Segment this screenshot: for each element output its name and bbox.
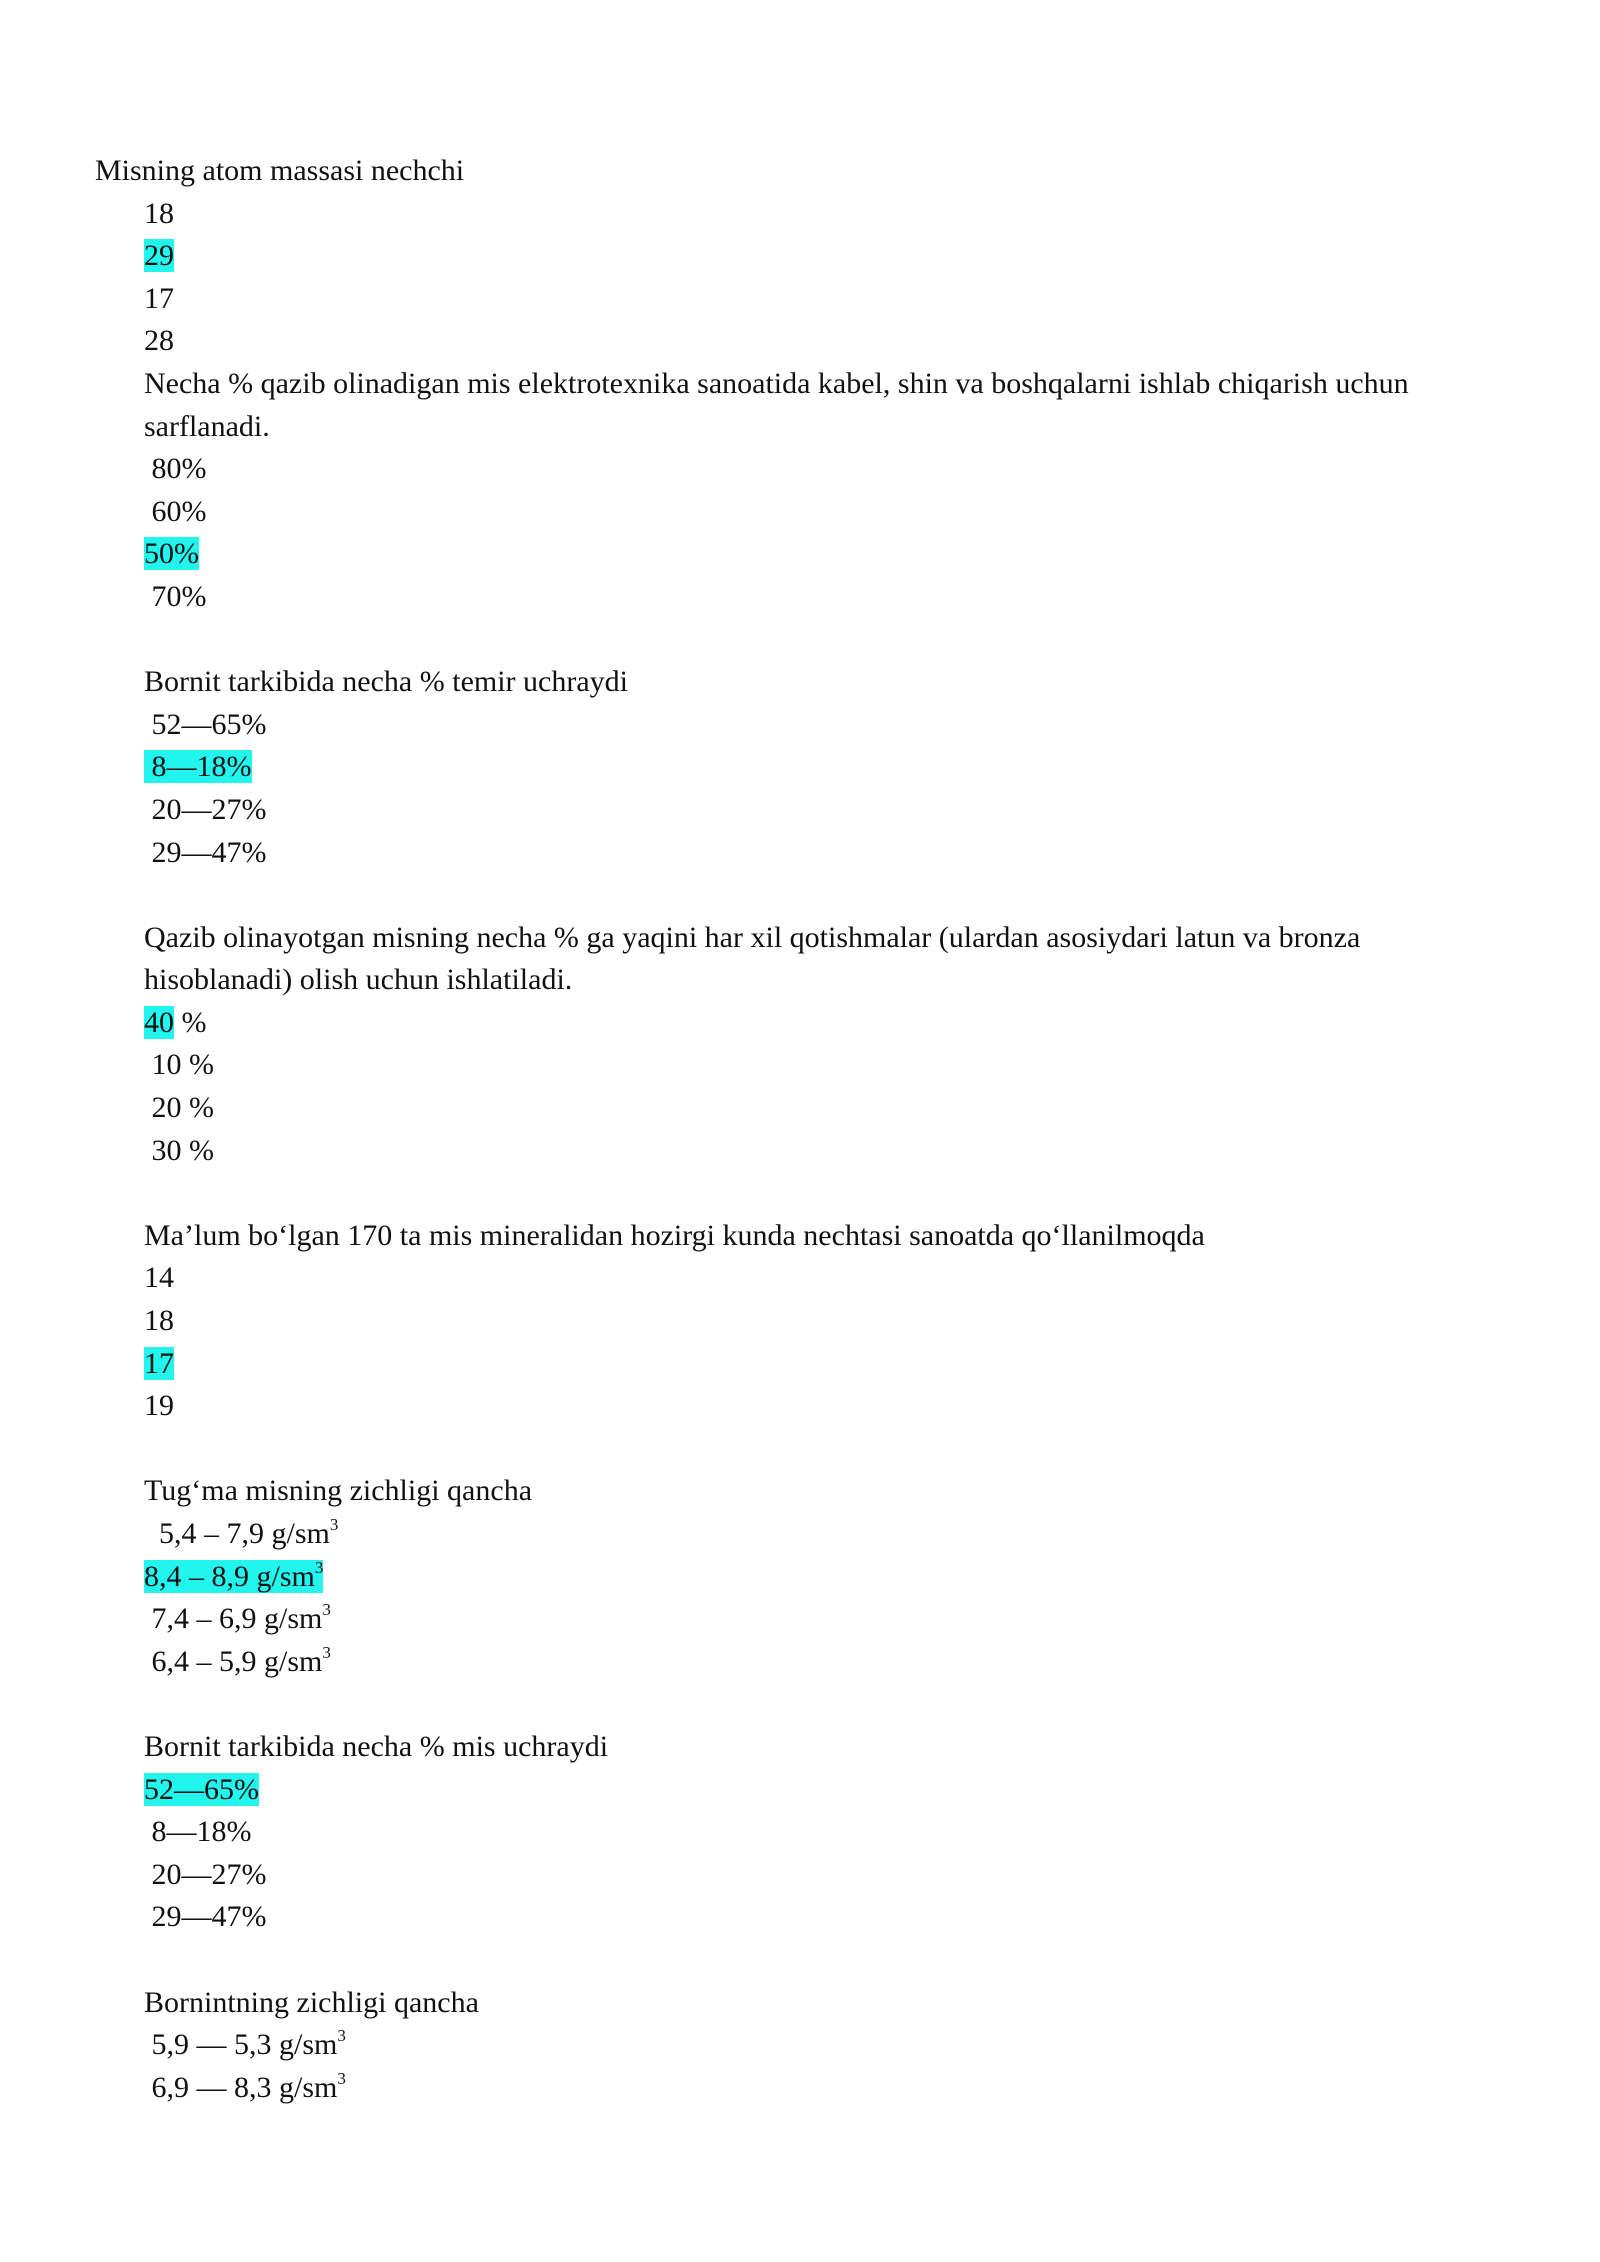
answer-option-correct (95, 746, 1515, 789)
spacer (95, 1939, 1515, 1982)
answer-option: 29—47% (151, 1900, 267, 1934)
highlighted-answer: 50% (144, 537, 199, 571)
answer-option: 70% (151, 579, 207, 613)
question-text: Bornit tarkibida necha % temir uchraydi (144, 665, 628, 699)
answer-option: 30 % (151, 1133, 214, 1167)
question-text: Qazib olinayotgan misning necha % ga yaqini har xil qotishmalar (ulardan asosiydari latun va bronza hisoblanadi) olish uchun ishlatiladi. (144, 920, 1361, 997)
highlighted-answer: 29 (144, 239, 174, 273)
answer-option: 17 (144, 281, 174, 315)
answer-option: 5,9 — 5,3 $g/sm^3$ (151, 2026, 346, 2062)
document-body (95, 150, 1515, 2109)
answer-option-correct (95, 533, 1515, 576)
answer-option: 80% (151, 452, 207, 486)
answer-option: 14 (144, 1261, 174, 1295)
highlighted-answer: 8—18% (144, 750, 252, 783)
highlighted-answer: 17 (144, 1346, 174, 1380)
answer-option: 7,4 – 6,9 $g/sm^3$ (151, 1600, 331, 1636)
question-text: Tug‘ma misning zichligi qancha (144, 1474, 533, 1508)
answer-option: 6,4 – 5,9 $g/sm^3$ (151, 1642, 331, 1678)
spacer (95, 1172, 1515, 1215)
answer-option: 29—47% (151, 835, 267, 869)
answer-option: 10 % (151, 1048, 214, 1082)
answer-option-correct (95, 1343, 1515, 1386)
answer-option: 20—27% (151, 1857, 267, 1891)
answer-option-correct (95, 235, 1515, 278)
answer-option: 52—65% (151, 707, 267, 741)
spacer (95, 619, 1515, 662)
answer-option: 8—18% (151, 1815, 252, 1849)
answer-option: 20—27% (151, 792, 267, 826)
answer-option: 6,9 — 8,3 $g/sm^3$ (151, 2068, 346, 2104)
highlighted-answer: 52—65% (144, 1772, 259, 1806)
highlighted-answer: 8,4 – 8,9 $g/sm^3$ (144, 1557, 324, 1593)
highlighted-answer: 40 (144, 1005, 174, 1039)
answer-option: 20 % (151, 1091, 214, 1125)
answer-option: 18 (144, 1304, 174, 1338)
answer-option-correct (95, 1556, 1515, 1599)
answer-option-correct (95, 1769, 1515, 1812)
answer-option: 5,4 – 7,9 $g/sm^3$ (159, 1515, 339, 1550)
spacer (95, 1683, 1515, 1726)
question-text: Bornintning zichligi qancha (144, 1985, 479, 2019)
answer-option: 60% (151, 494, 207, 528)
question-text: Ma’lum bo‘lgan 170 ta mis mineralidan hozirgi kunda nechtasi sanoatda qo‘llanilmoqda (144, 1218, 1205, 1252)
question-text: Bornit tarkibida necha % mis uchraydi (144, 1729, 609, 1763)
answer-option: 19 (144, 1389, 174, 1423)
question-text: Necha % qazib olinadigan mis elektrotexnika sanoatida kabel, shin va boshqalarni ishlab chiqarish uchun sarflanadi. (144, 366, 1409, 443)
answer-option: 28 (144, 324, 174, 358)
answer-option-correct: 40 % (144, 1005, 207, 1039)
spacer (95, 1428, 1515, 1471)
answer-option: 18 (144, 196, 174, 230)
spacer (95, 874, 1515, 917)
question-text: Misning atom massasi nechchi (95, 154, 465, 187)
